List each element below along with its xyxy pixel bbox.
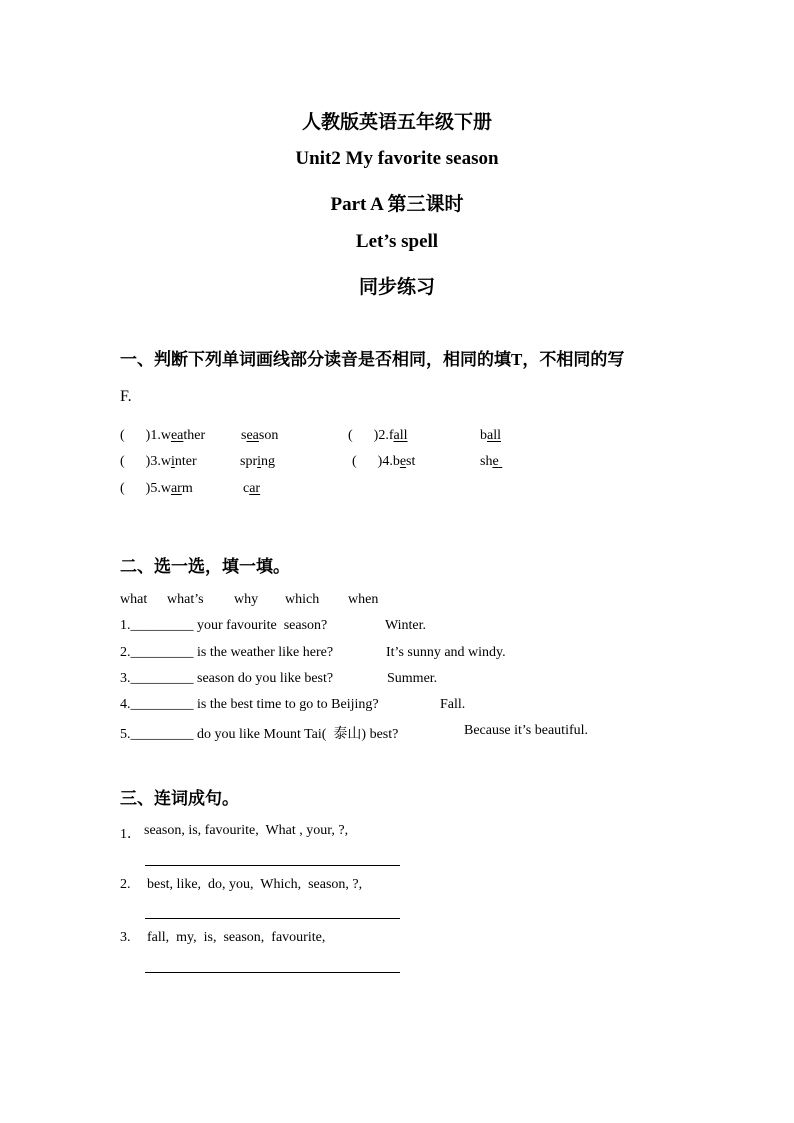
word-bank-5: when <box>348 592 379 607</box>
section1-heading: 一、判断下列单词画线部分读音是否相同，相同的填T，不相同的写 <box>120 350 625 369</box>
s3-item-3-num: 3. <box>120 930 131 945</box>
title-line-5: 同步练习 <box>358 277 435 298</box>
s2-answer-4: Fall. <box>440 697 466 712</box>
s1-item-3-word2: spring <box>240 454 276 469</box>
title-line-2: Unit2 My favorite season <box>295 148 499 169</box>
s2-item-3: 3._________ season do you like best? <box>120 671 334 686</box>
s2-answer-3: Summer. <box>387 671 438 686</box>
word-bank-2: what’s <box>167 592 204 607</box>
s2-item-2: 2._________ is the weather like here? <box>120 645 334 660</box>
title-line-3: Part A 第三课时 <box>330 194 464 215</box>
word-bank-1: what <box>120 592 148 607</box>
answer-line-2 <box>145 918 400 919</box>
word-bank-3: why <box>234 592 259 607</box>
s1-item-2-word2: ball <box>480 428 501 443</box>
s2-answer-2: It’s sunny and windy. <box>386 645 506 660</box>
s3-item-2-num: 2. <box>120 877 131 892</box>
s1-item-2: ( )2.fall <box>348 428 408 443</box>
s1-item-4-word2: she <box>480 454 499 469</box>
answer-line-1 <box>145 865 400 866</box>
s1-item-3: ( )3.winter <box>120 454 197 469</box>
s2-answer-1: Winter. <box>385 618 427 633</box>
s3-item-2-words: best, like, do, you, Which, season, ?, <box>147 877 363 892</box>
section2-heading: 二、选一选，填一填。 <box>120 557 290 576</box>
section1-heading-cont: F. <box>120 388 132 405</box>
s2-item-1: 1._________ your favourite season? <box>120 618 328 633</box>
s3-item-1-num: 1． <box>120 827 141 842</box>
s1-item-5: ( )5.warm <box>120 481 193 496</box>
title-line-1: 人教版英语五年级下册 <box>301 112 492 133</box>
s2-item-4: 4._________ is the best time to go to Beijing? <box>120 697 379 712</box>
s3-item-1-words: season, is, favourite, What , your, ?, <box>144 823 349 838</box>
s1-item-5-word2: car <box>243 481 261 496</box>
s1-item-4: ( )4.best <box>352 454 416 469</box>
word-bank-4: which <box>285 592 320 607</box>
answer-line-3 <box>145 972 400 973</box>
section3-heading: 三、连词成句。 <box>120 789 239 808</box>
s1-item-1: ( )1.weather <box>120 428 206 443</box>
s2-answer-5: Because it’s beautiful. <box>464 723 589 738</box>
s2-item-5: 5._________ do you like Mount Tai( 泰山) best? <box>120 727 399 742</box>
s1-item-1-word2: season <box>241 428 279 443</box>
s3-item-3-words: fall, my, is, season, favourite, <box>147 930 326 945</box>
title-line-4: Let’s spell <box>355 231 439 252</box>
